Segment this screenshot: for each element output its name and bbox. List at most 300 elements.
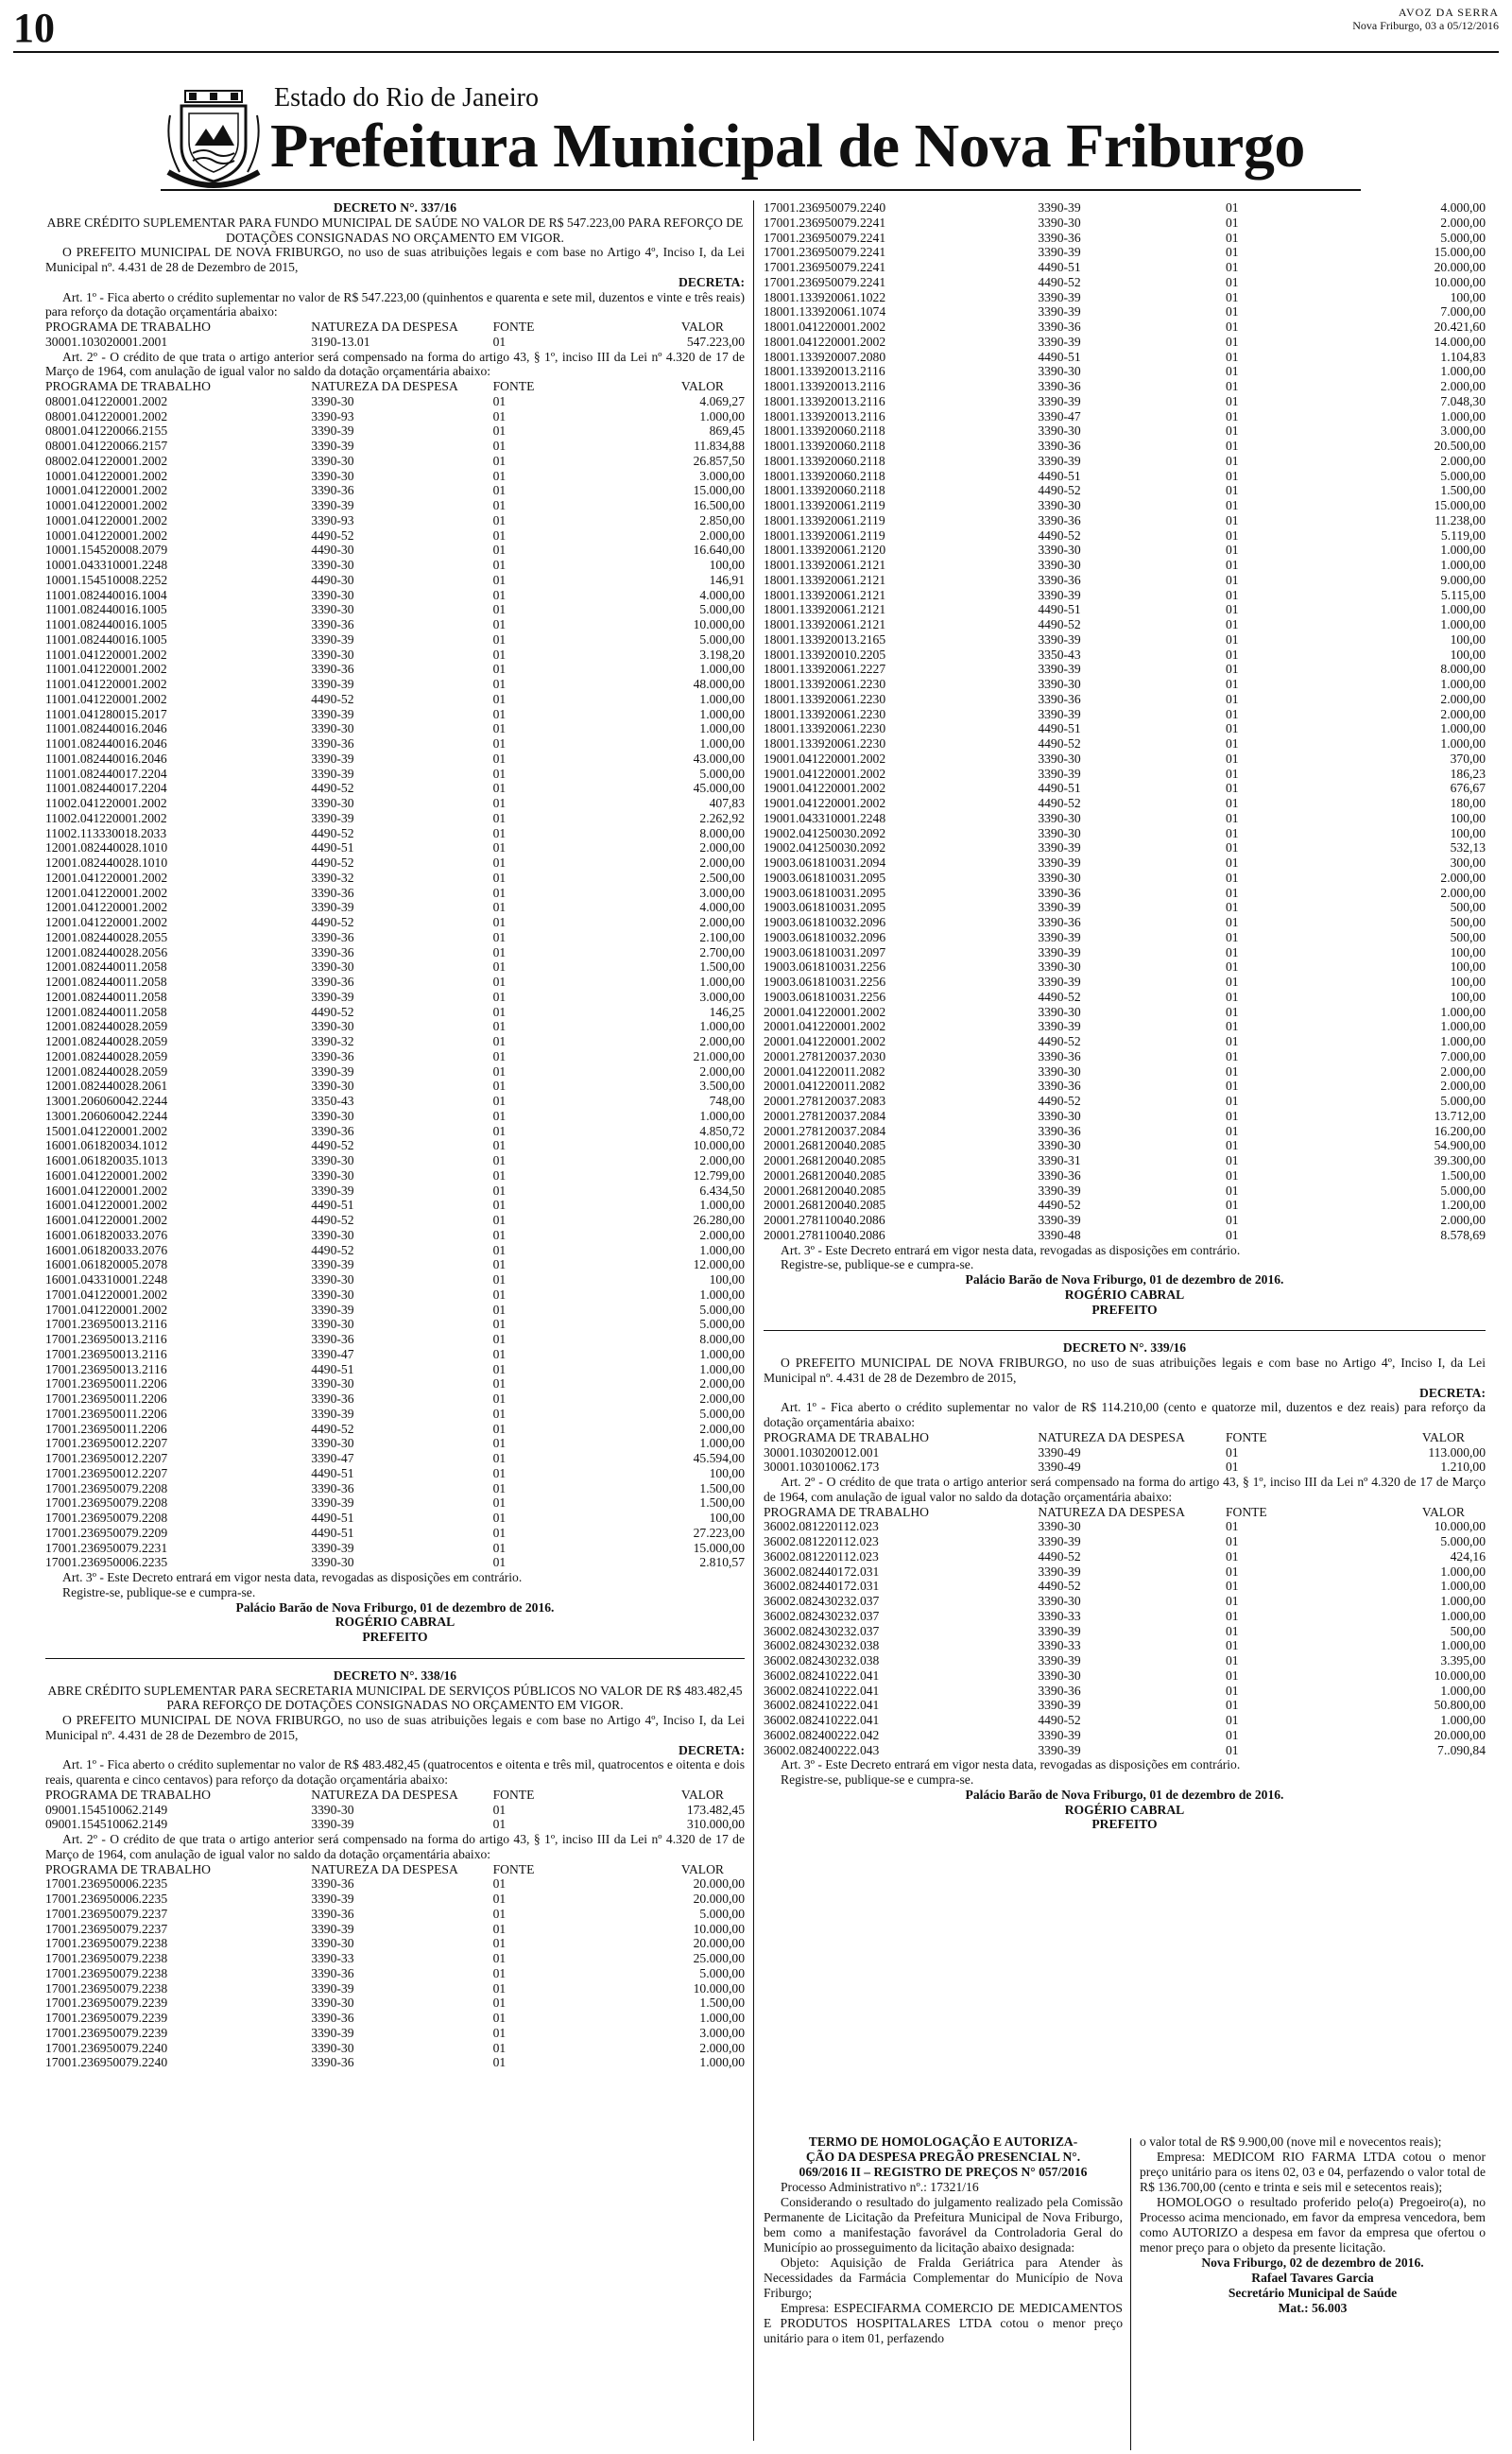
cell-natureza: 3390-36 [311, 1965, 354, 1980]
decreto-337-art2: Art. 2º - O crédito de que trata o artigo anterior será compensado na forma do artigo 43, § 1º, inciso III da Lei nº 4.320 de 17 de Março de 1964, com anulação de igual valor no saldo da dotação orçamentária abaixo: [45, 349, 745, 379]
cell-fonte: 01 [492, 721, 507, 736]
termo-title-2: ÇÃO DA DESPESA PREGÃO PRESENCIAL N°. [805, 2150, 1081, 2164]
table-row [45, 1019, 745, 1034]
cell-programa: 17001.236950079.2241 [764, 230, 886, 245]
table-row [764, 469, 1486, 484]
cell-natureza: 3390-30 [311, 1167, 354, 1183]
cell-valor: 113.000,00 [1428, 1444, 1486, 1460]
cell-fonte: 01 [492, 1376, 507, 1391]
cell-programa: 20001.278120037.2084 [764, 1108, 886, 1123]
cell-fonte: 01 [1225, 751, 1239, 766]
cell-natureza: 3390-39 [1038, 1623, 1081, 1638]
col-programa: PROGRAMA DE TRABALHO [764, 1429, 929, 1444]
cell-natureza: 3390-30 [311, 468, 354, 483]
cell-programa: 10001.041220001.2002 [45, 483, 168, 498]
cell-valor: 2.000,00 [699, 1376, 745, 1391]
cell-fonte: 01 [492, 989, 507, 1004]
cell-fonte: 01 [1225, 975, 1239, 989]
col-programa: PROGRAMA DE TRABALHO [45, 379, 211, 393]
table-row [45, 1422, 745, 1437]
cell-fonte: 01 [1225, 602, 1239, 617]
cell-natureza: 3350-43 [1038, 647, 1081, 662]
cell-fonte: 01 [492, 1123, 507, 1138]
table-row [764, 886, 1486, 901]
cell-fonte: 01 [492, 498, 507, 512]
cell-fonte: 01 [492, 781, 507, 796]
cell-valor: 2.000,00 [1440, 706, 1486, 721]
decreto-338-registre: Registre-se, publique-se e cumpra-se. [781, 1257, 974, 1272]
cell-programa: 10001.154510008.2252 [45, 572, 168, 587]
table-header [764, 1505, 1486, 1520]
cell-fonte: 01 [492, 543, 507, 558]
cell-natureza: 3390-39 [311, 498, 354, 512]
cell-fonte: 01 [1225, 617, 1239, 631]
table-row [764, 752, 1486, 767]
table-row [764, 1198, 1486, 1213]
cell-fonte: 01 [492, 870, 507, 885]
col-valor: VALOR [680, 320, 724, 334]
cell-fonte: 01 [1225, 572, 1239, 587]
cell-fonte: 01 [1225, 1108, 1239, 1123]
cell-valor: 2.262,92 [699, 810, 745, 825]
cell-natureza: 3390-30 [1038, 498, 1081, 512]
table-header [45, 320, 745, 335]
termo-empresa-1: Empresa: ESPECIFARMA COMERCIO DE MEDICAMENTOS E PRODUTOS HOSPITALARES LTDA cotou o menor preço unitário para o item 01, perfazendo [764, 2301, 1123, 2345]
header-rule [161, 189, 1361, 191]
cell-fonte: 01 [1225, 274, 1239, 289]
cell-programa: 18001.133920060.2118 [764, 423, 885, 439]
table-row [45, 1803, 745, 1818]
cell-programa: 18001.041220001.2002 [764, 334, 886, 349]
cell-natureza: 3390-30 [311, 1936, 354, 1951]
cell-natureza: 3390-30 [311, 1079, 354, 1094]
cell-natureza: 3390-36 [311, 736, 354, 751]
cell-programa: 36002.082410222.041 [764, 1698, 880, 1713]
cell-programa: 18001.133920061.1074 [764, 304, 886, 320]
cell-valor: 16.200,00 [1434, 1123, 1486, 1138]
table-row [45, 990, 745, 1005]
table-row [45, 1907, 745, 1922]
cell-programa: 11001.082440016.1005 [45, 602, 167, 617]
cell-valor: 48.000,00 [693, 677, 745, 691]
cell-valor: 25.000,00 [693, 1951, 745, 1965]
cell-fonte: 01 [492, 1802, 507, 1817]
cell-natureza: 4490-51 [311, 1198, 354, 1213]
cell-programa: 18001.133920061.2230 [764, 691, 886, 706]
cell-fonte: 01 [1225, 1727, 1239, 1742]
cell-valor: 3.000,00 [699, 885, 745, 900]
cell-fonte: 01 [1225, 512, 1239, 527]
table-row [45, 469, 745, 484]
cell-natureza: 3390-30 [311, 1272, 354, 1287]
cell-natureza: 3390-93 [311, 512, 354, 527]
cell-valor: 370,00 [1450, 751, 1486, 766]
cell-valor: 1.000,00 [1440, 558, 1486, 572]
table-row [45, 409, 745, 424]
cell-fonte: 01 [492, 408, 507, 423]
cell-fonte: 01 [492, 975, 507, 989]
table-row [764, 573, 1486, 588]
cell-programa: 20001.278120037.2084 [764, 1123, 886, 1138]
table-row [45, 602, 745, 617]
cell-valor: 10.000,00 [1434, 1668, 1486, 1683]
cell-natureza: 3390-36 [311, 1480, 354, 1495]
cell-natureza: 3390-39 [1038, 662, 1081, 677]
termo-signer-role: Secretário Municipal de Saúde [1228, 2286, 1398, 2300]
cell-programa: 20001.278110040.2086 [764, 1213, 885, 1227]
table-row [764, 1005, 1486, 1020]
cell-natureza: 3390-36 [311, 1332, 354, 1346]
cell-natureza: 3390-39 [1038, 245, 1081, 260]
table-row [764, 558, 1486, 573]
cell-natureza: 3390-39 [311, 900, 354, 915]
cell-fonte: 01 [492, 468, 507, 483]
cell-fonte: 01 [1225, 200, 1239, 215]
cell-fonte: 01 [492, 1332, 507, 1346]
cell-programa: 12001.082440028.2059 [45, 1019, 168, 1034]
table-row [764, 588, 1486, 603]
cell-programa: 19003.061810031.2094 [764, 855, 886, 870]
cell-fonte: 01 [492, 631, 507, 647]
cell-natureza: 3390-39 [311, 1302, 354, 1317]
cell-fonte: 01 [1225, 1519, 1239, 1534]
cell-fonte: 01 [1225, 468, 1239, 483]
cell-valor: 146,91 [709, 572, 745, 587]
table-row [45, 1541, 745, 1556]
cell-natureza: 3390-36 [1038, 572, 1081, 587]
decreto-337-art3: Art. 3º - Este Decreto entrará em vigor nesta data, revogadas as disposições em contrário. [62, 1570, 523, 1584]
cell-natureza: 4490-52 [311, 1421, 354, 1436]
cell-programa: 11001.082440016.2046 [45, 736, 167, 751]
decreto-337-signer: ROGÉRIO CABRAL [335, 1615, 455, 1630]
cell-fonte: 01 [1225, 662, 1239, 677]
cell-programa: 36002.082430232.038 [764, 1653, 880, 1668]
cell-valor: 2.000,00 [699, 855, 745, 870]
cell-fonte: 01 [1225, 1668, 1239, 1683]
cell-programa: 18001.133920061.2119 [764, 527, 885, 543]
masthead-title: AVOZ DA SERRA [1398, 6, 1499, 19]
table-row [764, 1079, 1486, 1094]
cell-natureza: 3390-39 [1038, 706, 1081, 721]
cell-natureza: 3390-39 [311, 1892, 354, 1906]
cell-programa: 36002.081220112.023 [764, 1519, 879, 1534]
cell-natureza: 3390-36 [1038, 915, 1081, 929]
cell-valor: 2.700,00 [699, 944, 745, 959]
cell-natureza: 4490-51 [311, 840, 354, 855]
cell-natureza: 3390-33 [1038, 1638, 1081, 1653]
cell-natureza: 3390-39 [311, 1257, 354, 1272]
termo-mat: Mat.: 56.003 [1278, 2301, 1348, 2315]
cell-fonte: 01 [492, 1198, 507, 1213]
cell-fonte: 01 [492, 512, 507, 527]
cell-natureza: 3390-39 [311, 989, 354, 1004]
cell-fonte: 01 [1225, 1048, 1239, 1063]
table-row [764, 543, 1486, 558]
cell-fonte: 01 [1225, 558, 1239, 572]
table-row [764, 1109, 1486, 1124]
cell-valor: 3.000,00 [699, 2025, 745, 2040]
cell-fonte: 01 [492, 1108, 507, 1123]
cell-valor: 100,00 [709, 1511, 745, 1525]
cell-valor: 1.000,00 [699, 1019, 745, 1034]
cell-fonte: 01 [492, 1436, 507, 1451]
cell-natureza: 3390-36 [1038, 1048, 1081, 1063]
cell-valor: 1.000,00 [699, 1361, 745, 1376]
cell-valor: 869,45 [709, 423, 745, 439]
table-row [764, 662, 1486, 677]
cell-programa: 18001.133920013.2116 [764, 364, 885, 379]
cell-programa: 18001.133920061.2121 [764, 617, 886, 631]
cell-natureza: 4490-51 [1038, 468, 1081, 483]
cell-valor: 1.104,83 [1440, 349, 1486, 364]
cell-programa: 18001.133920007.2080 [764, 349, 886, 364]
cell-valor: 2.000,00 [1440, 1063, 1486, 1079]
termo-objeto: Objeto: Aquisição de Fralda Geriátrica para Atender às Necessidades da Farmácia Complementar do Município de Nova Friburgo; [764, 2255, 1123, 2300]
col-natureza: NATUREZA DA DESPESA [1038, 1504, 1185, 1519]
table-row [764, 1138, 1486, 1153]
table-row [764, 975, 1486, 990]
cell-natureza: 3390-48 [1038, 1227, 1081, 1242]
cell-valor: 5.000,00 [699, 1906, 745, 1921]
col-natureza: NATUREZA DA DESPESA [311, 1787, 458, 1802]
termo-considerando: Considerando o resultado do julgamento realizado pela Comissão Permanente de Licitação da Prefeitura Municipal de Nova Friburgo, bem como a manifestação favorável da Controladoria Geral do Município ao prosseguimento da licitação abaixo designada: [764, 2195, 1123, 2255]
cell-fonte: 01 [1225, 334, 1239, 349]
decreto-337-title: DECRETO N°. 337/16 [333, 200, 457, 215]
cell-programa: 17001.236950079.2209 [45, 1525, 168, 1540]
table-row [764, 216, 1486, 231]
cell-programa: 17001.236950012.2207 [45, 1436, 168, 1451]
cell-valor: 146,25 [709, 1004, 745, 1019]
cell-natureza: 4490-52 [311, 527, 354, 543]
table-row [45, 1526, 745, 1541]
cell-valor: 1.500,00 [699, 1480, 745, 1495]
decreto-337-registre: Registre-se, publique-se e cumpra-se. [62, 1584, 256, 1599]
cell-valor: 10.000,00 [693, 617, 745, 631]
table-row [45, 736, 745, 752]
cell-programa: 11002.041220001.2002 [45, 810, 167, 825]
decreto-339-title: DECRETO N°. 339/16 [1062, 1340, 1187, 1356]
cell-natureza: 4490-52 [1038, 989, 1081, 1004]
cell-fonte: 01 [492, 1480, 507, 1495]
cell-natureza: 3390-39 [1038, 1183, 1081, 1198]
cell-natureza: 4490-51 [311, 1465, 354, 1480]
cell-valor: 2.000,00 [699, 1227, 745, 1242]
cell-programa: 11001.041220001.2002 [45, 677, 167, 691]
cell-programa: 17001.236950011.2206 [45, 1406, 167, 1421]
cell-programa: 17001.236950012.2207 [45, 1465, 168, 1480]
cell-valor: 2.000,00 [1440, 453, 1486, 468]
table-row [764, 736, 1486, 752]
cell-natureza: 3390-30 [311, 1227, 354, 1242]
cell-programa: 12001.082440028.2061 [45, 1079, 168, 1094]
table-row [764, 1549, 1486, 1564]
cell-valor: 2.810,57 [699, 1555, 745, 1570]
table-row [764, 959, 1486, 975]
table-row [45, 1153, 745, 1168]
cell-programa: 19003.061810031.2095 [764, 870, 886, 885]
table-row [764, 1184, 1486, 1199]
termo-valor-1: o valor total de R$ 9.900,00 (nove mil e novecentos reais); [1140, 2134, 1442, 2149]
cell-natureza: 3390-36 [311, 975, 354, 989]
masthead-date: Nova Friburgo, 03 a 05/12/2016 [1352, 19, 1499, 32]
cell-valor: 5.000,00 [699, 602, 745, 617]
cell-valor: 100,00 [709, 1465, 745, 1480]
cell-valor: 8.000,00 [1440, 662, 1486, 677]
cell-programa: 36002.082410222.041 [764, 1713, 880, 1727]
cell-natureza: 3390-36 [311, 944, 354, 959]
table-row [45, 1936, 745, 1951]
cell-fonte: 01 [1225, 349, 1239, 364]
cell-programa: 20001.278120037.2030 [764, 1048, 886, 1063]
cell-valor: 5.000,00 [1440, 1534, 1486, 1548]
table-row [764, 1564, 1486, 1580]
cell-valor: 2.000,00 [1440, 215, 1486, 230]
cell-fonte: 01 [1225, 766, 1239, 781]
cell-natureza: 4490-30 [311, 543, 354, 558]
cell-natureza: 3390-39 [1038, 453, 1081, 468]
table-row [764, 1698, 1486, 1713]
decreto-339-art2: Art. 2º - O crédito de que trata o artigo anterior será compensado na forma do artigo 43, § 1º, inciso III da Lei nº 4.320 de 17 de Março de 1964, com anulação de igual valor no saldo da dotação orçamentária abaixo: [764, 1475, 1486, 1504]
table-row [764, 1638, 1486, 1653]
prefeitura-title: Prefeitura Municipal de Nova Friburgo [270, 112, 1305, 181]
termo-signer: Rafael Tavares Garcia [1251, 2271, 1374, 2285]
cell-fonte: 01 [1225, 1094, 1239, 1108]
cell-programa: 17001.236950012.2207 [45, 1451, 168, 1465]
table-row [764, 439, 1486, 454]
cell-valor: 100,00 [1450, 975, 1486, 989]
decreto-338-art2: Art. 2º - O crédito de que trata o artigo anterior será compensado na forma do artigo 43, § 1º, inciso III da Lei nº 4.320 de 17 de Março de 1964, com anulação de igual valor no saldo da dotação orçamentária abaixo: [45, 1832, 745, 1861]
table-row [764, 1153, 1486, 1168]
table-row [764, 1064, 1486, 1080]
table-row [764, 1579, 1486, 1594]
cell-natureza: 3390-32 [311, 1034, 354, 1048]
cell-fonte: 01 [492, 334, 507, 349]
cell-programa: 17001.236950006.2235 [45, 1892, 168, 1906]
table-row [764, 900, 1486, 915]
cell-valor: 2.000,00 [1440, 885, 1486, 900]
cell-fonte: 01 [492, 1817, 507, 1832]
cell-natureza: 3390-30 [1038, 825, 1081, 840]
cell-programa: 20001.278110040.2086 [764, 1227, 885, 1242]
cell-fonte: 01 [1225, 870, 1239, 885]
cell-programa: 18001.133920061.1022 [764, 289, 886, 304]
cell-programa: 19002.041250030.2092 [764, 825, 886, 840]
cell-programa: 19001.043310001.2248 [764, 810, 886, 825]
cell-programa: 10001.041220001.2002 [45, 512, 168, 527]
cell-valor: 424,16 [1450, 1548, 1486, 1564]
table-row [45, 1817, 745, 1832]
table-row [764, 767, 1486, 782]
cell-natureza: 4490-52 [311, 855, 354, 870]
cell-fonte: 01 [1225, 1653, 1239, 1668]
table-row [45, 1951, 745, 1966]
col-valor: VALOR [680, 379, 724, 393]
table-row [764, 350, 1486, 365]
cell-fonte: 01 [1225, 1623, 1239, 1638]
decreto-338-palacio: Palácio Barão de Nova Friburgo, 01 de dezembro de 2016. [965, 1272, 1284, 1287]
cell-fonte: 01 [492, 1257, 507, 1272]
cell-fonte: 01 [1225, 483, 1239, 498]
cell-valor: 310.000,00 [686, 1817, 745, 1832]
cell-natureza: 3390-36 [311, 662, 354, 677]
table-row [764, 454, 1486, 469]
cell-fonte: 01 [1225, 944, 1239, 959]
cell-programa: 16001.041220001.2002 [45, 1183, 168, 1198]
table-row [764, 692, 1486, 707]
cell-valor: 180,00 [1450, 796, 1486, 810]
cell-fonte: 01 [1225, 1138, 1239, 1153]
table-row [45, 1168, 745, 1184]
cell-programa: 12001.082440028.2056 [45, 944, 168, 959]
cell-programa: 12001.041220001.2002 [45, 900, 168, 915]
cell-fonte: 01 [492, 900, 507, 915]
table-row [764, 632, 1486, 648]
cell-programa: 17001.236950006.2235 [45, 1876, 168, 1892]
cell-fonte: 01 [492, 572, 507, 587]
cell-programa: 13001.206060042.2244 [45, 1108, 168, 1123]
col-valor: VALOR [1421, 1504, 1465, 1519]
cell-programa: 19001.041220001.2002 [764, 796, 886, 810]
table-row [45, 1257, 745, 1272]
table-row [45, 945, 745, 960]
cell-fonte: 01 [492, 1272, 507, 1287]
table-row [45, 752, 745, 767]
cell-natureza: 4490-51 [1038, 260, 1081, 274]
cell-natureza: 3390-39 [311, 1980, 354, 1996]
table-row [764, 1049, 1486, 1064]
section-rule [45, 1658, 745, 1659]
table-row [764, 528, 1486, 544]
cell-fonte: 01 [492, 1094, 507, 1108]
cell-valor: 14.000,00 [1434, 334, 1486, 349]
decreto-338-art1: Art. 1º - Fica aberto o crédito suplementar no valor de R$ 483.482,45 (quatrocentos e oitenta e três mil, quatrocentos e oitenta e dois reais, quarenta e cinco centavos) para reforço da dotação orçamentária abaixo: [45, 1757, 745, 1787]
cell-natureza: 3390-36 [311, 1876, 354, 1892]
cell-programa: 12001.082440011.2058 [45, 959, 167, 975]
decreto-338-sup-table [45, 1803, 745, 1833]
cell-programa: 17001.236950011.2206 [45, 1376, 167, 1391]
cell-natureza: 3390-36 [1038, 512, 1081, 527]
col-natureza: NATUREZA DA DESPESA [1038, 1429, 1185, 1444]
termo-homologo: HOMOLOGO o resultado proferido pelo(a) Pregoeiro(a), no Processo acima mencionado, em favor da empresa vencedora, bem como AUTORIZO a despesa em favor da empresa que ofertou o menor preço para o objeto da presente licitação. [1140, 2195, 1486, 2255]
table-row [764, 1609, 1486, 1624]
termo-title-1: TERMO DE HOMOLOGAÇÃO E AUTORIZA- [808, 2134, 1078, 2149]
cell-valor: 20.000,00 [693, 1936, 745, 1951]
table-row [45, 767, 745, 782]
col-valor: VALOR [680, 1787, 724, 1802]
table-row [764, 1534, 1486, 1549]
cell-valor: 5.000,00 [699, 1965, 745, 1980]
cell-fonte: 01 [492, 1079, 507, 1094]
cell-fonte: 01 [492, 1034, 507, 1048]
cell-fonte: 01 [492, 1302, 507, 1317]
cell-programa: 16001.041220001.2002 [45, 1198, 168, 1213]
cell-fonte: 01 [492, 691, 507, 706]
cell-programa: 17001.236950079.2241 [764, 274, 886, 289]
cell-natureza: 3390-30 [1038, 1063, 1081, 1079]
table-row [45, 1966, 745, 1981]
table-row [764, 1124, 1486, 1139]
cell-fonte: 01 [1225, 825, 1239, 840]
cell-valor: 45.594,00 [693, 1451, 745, 1465]
cell-natureza: 3390-30 [1038, 1004, 1081, 1019]
cell-natureza: 3390-39 [1038, 200, 1081, 215]
cell-programa: 17001.236950079.2208 [45, 1480, 168, 1495]
termo-left [764, 2134, 1123, 2346]
cell-fonte: 01 [1225, 721, 1239, 736]
cell-programa: 12001.082440028.2059 [45, 1034, 168, 1048]
cell-valor: 10.000,00 [1434, 1519, 1486, 1534]
decreto-338-title: DECRETO N°. 338/16 [333, 1668, 457, 1683]
